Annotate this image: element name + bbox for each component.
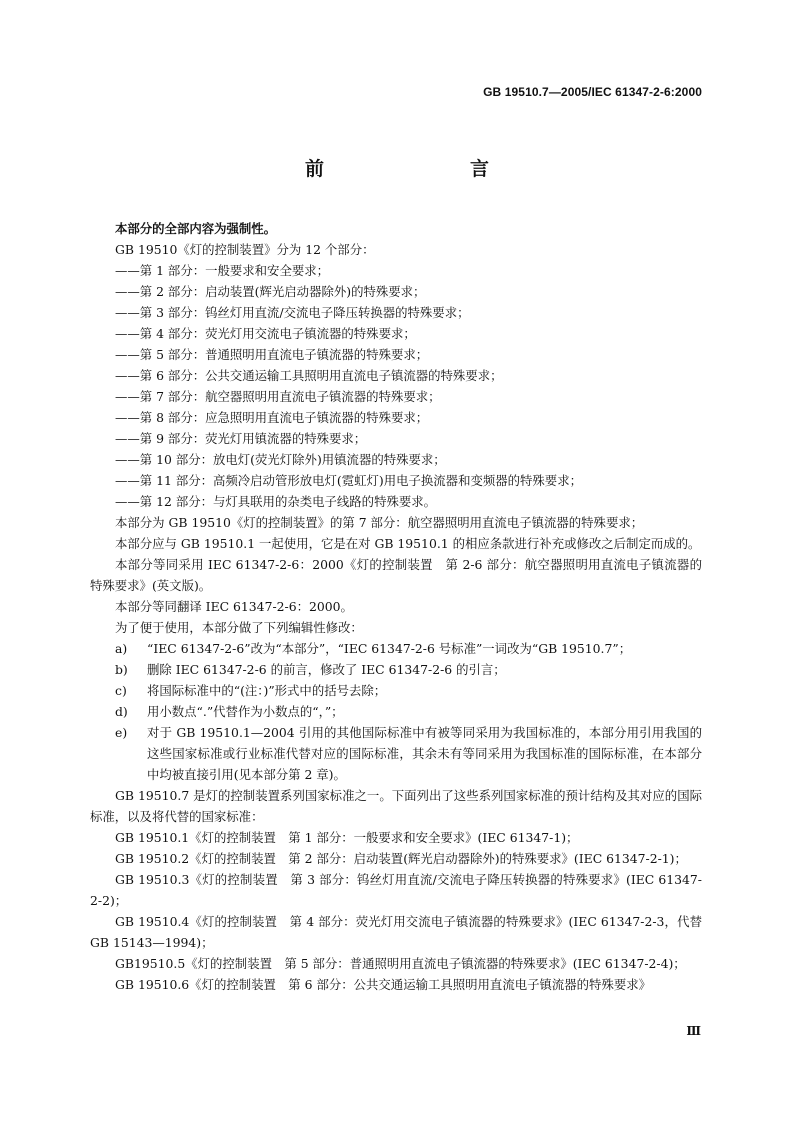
list-marker: c) [115,683,127,698]
edit-list-item [90,701,702,722]
standard-series-item: GB19510.5《灯的控制装置 第 5 部分：普通照明用直流电子镇流器的特殊要求》(IEC 61347-2-4)； [115,956,686,971]
edit-list-item [90,659,702,680]
mandatory-statement: 本部分的全部内容为强制性。 [115,221,277,236]
list-item-text: 将国际标准中的“(注：)”形式中的括号去除； [147,683,387,698]
list-item-text: “IEC 61347-2-6”改为“本部分”，“IEC 61347-2-6 号标准”一词改为“GB 19510.7”； [147,641,632,656]
document-body [90,218,702,995]
part-list-item: ——第 9 部分：荧光灯用镇流器的特殊要求； [115,431,367,446]
parts-intro: GB 19510《灯的控制装置》分为 12 个部分： [115,242,375,257]
list-marker: a) [115,641,128,656]
standard-series-item: GB 19510.3《灯的控制装置 第 3 部分：钨丝灯用直流/交流电子降压转换器的特殊要求》(IEC 61347-2-2)； [90,872,702,908]
list-marker: d) [115,704,128,719]
part-list-item: ——第 10 部分：放电灯(荧光灯除外)用镇流器的特殊要求； [115,452,446,467]
standard-code-header: GB 19510.7—2005/IEC 61347-2-6:2000 [483,85,702,99]
part-list-item: ——第 3 部分：钨丝灯用直流/交流电子降压转换器的特殊要求； [115,305,470,320]
part-list-item: ——第 7 部分：航空器照明用直流电子镇流器的特殊要求； [115,389,441,404]
body-paragraph: 本部分等同采用 IEC 61347-2-6：2000《灯的控制装置 第 2-6 部分：航空器照明用直流电子镇流器的特殊要求》(英文版)。 [90,557,702,593]
part-list-item: ——第 12 部分：与灯具联用的杂类电子线路的特殊要求。 [115,494,437,509]
standard-series-item: GB 19510.6《灯的控制装置 第 6 部分：公共交通运输工具照明用直流电子镇流器的特殊要求》 [115,977,652,992]
standard-series-item: GB 19510.2《灯的控制装置 第 2 部分：启动装置(辉光启动器除外)的特殊要求》(IEC 61347-2-1)； [115,851,687,866]
body-paragraph: 本部分应与 GB 19510.1 一起使用，它是在对 GB 19510.1 的相应条款进行补充或修改之后制定而成的。 [115,536,701,551]
edit-list-item [90,638,702,659]
body-paragraph: GB 19510.7 是灯的控制装置系列国家标准之一。下面列出了这些系列国家标准的预计结构及其对应的国际标准，以及将代替的国家标准： [90,788,702,824]
list-marker: e) [115,725,128,740]
part-list-item: ——第 11 部分：高频冷启动管形放电灯(霓虹灯)用电子换流器和变频器的特殊要求； [115,473,582,488]
list-marker: b) [115,662,128,677]
part-list-item: ——第 5 部分：普通照明用直流电子镇流器的特殊要求； [115,347,429,362]
list-item-text: 用小数点“.”代替作为小数点的“，”； [147,704,344,719]
part-list-item: ——第 4 部分：荧光灯用交流电子镇流器的特殊要求； [115,326,416,341]
list-item-text: 删除 IEC 61347-2-6 的前言，修改了 IEC 61347-2-6 的引言； [147,662,506,677]
body-paragraph: 为了便于使用，本部分做了下列编辑性修改： [115,620,363,635]
body-paragraph: 本部分为 GB 19510《灯的控制装置》的第 7 部分：航空器照明用直流电子镇流器的特殊要求； [115,515,644,530]
part-list-item: ——第 1 部分：一般要求和安全要求； [115,263,330,278]
standard-series-item: GB 19510.1《灯的控制装置 第 1 部分：一般要求和安全要求》(IEC 61347-1)； [115,830,579,845]
part-list-item: ——第 8 部分：应急照明用直流电子镇流器的特殊要求； [115,410,429,425]
part-list-item: ——第 6 部分：公共交通运输工具照明用直流电子镇流器的特殊要求； [115,368,503,383]
part-list-item: ——第 2 部分：启动装置(辉光启动器除外)的特殊要求； [115,284,426,299]
page-number: Ⅲ [686,1024,701,1038]
body-paragraph: 本部分等同翻译 IEC 61347-2-6：2000。 [115,599,353,614]
list-item-text: 对于 GB 19510.1—2004 引用的其他国际标准中有被等同采用为我国标准的，本部分用引用我国的这些国家标准或行业标准代替对应的国际标准，其余未有等同采用为我国标准的国际标准，在本部分中均被直接引用(见本部分第 2 章)。 [147,725,702,782]
page-title: 前 言 [304,158,525,180]
edit-list-item [90,680,702,701]
edit-list-item [90,722,702,785]
standard-series-item: GB 19510.4《灯的控制装置 第 4 部分：荧光灯用交流电子镇流器的特殊要求》(IEC 61347-2-3，代替 GB 15143—1994)； [90,914,702,950]
